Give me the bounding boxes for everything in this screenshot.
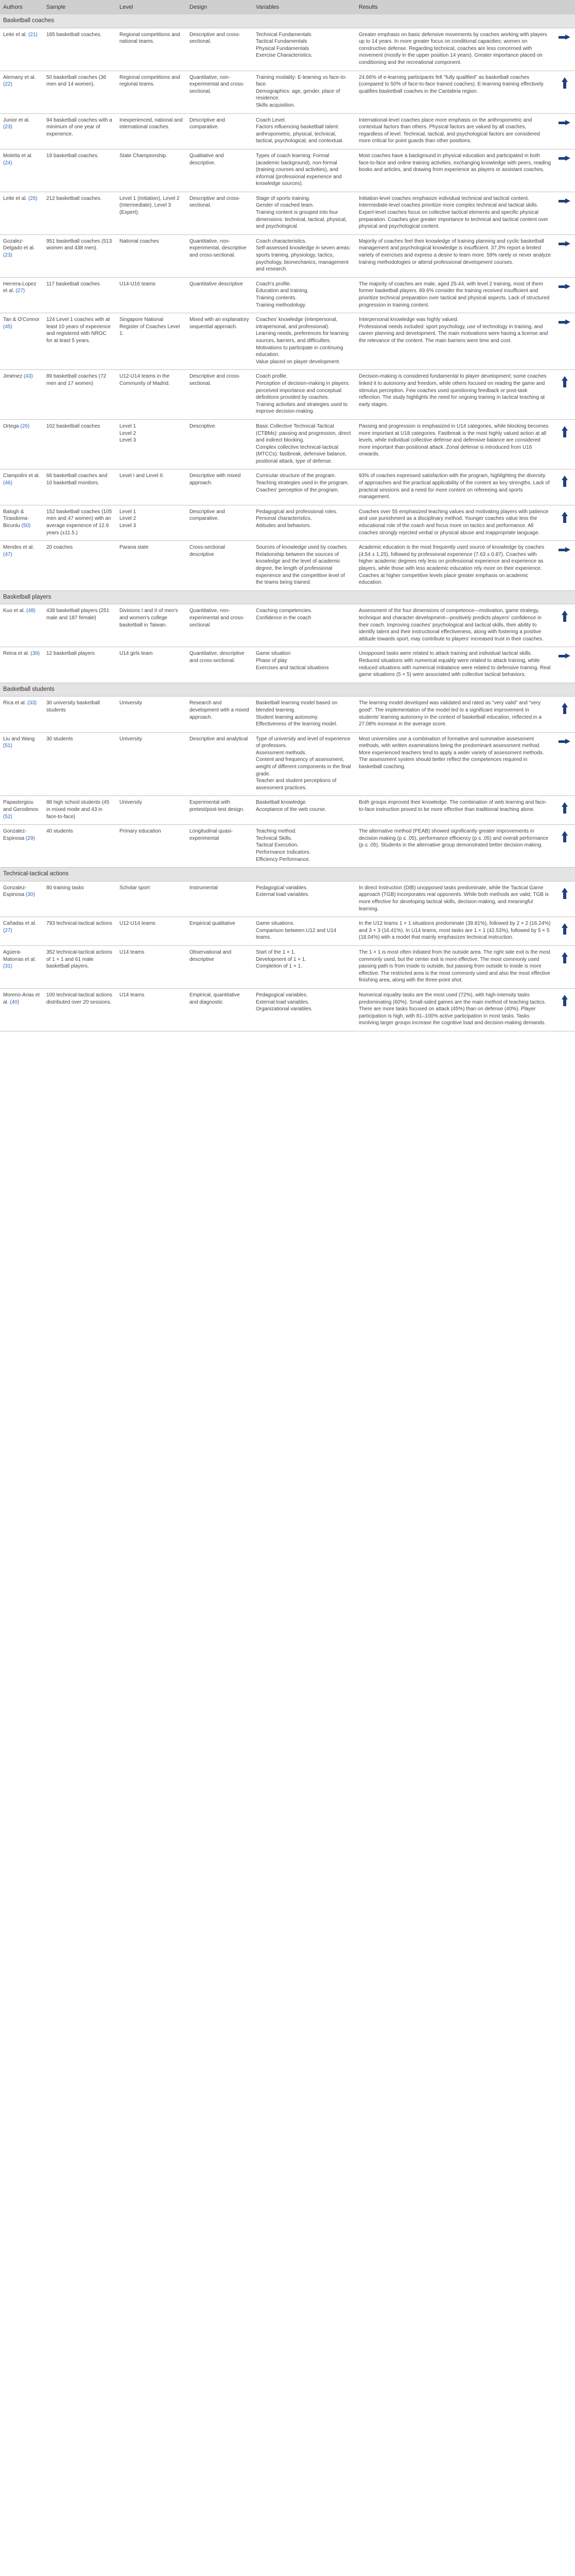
sample-cell: 102 basketball coaches [43,419,116,469]
design-cell: Descriptive and comparative. [186,113,253,149]
effect-cell [554,234,575,277]
table-row [0,825,575,868]
section-title: Basketball students [0,683,575,697]
table-row [0,541,575,591]
header-sample: Sample [43,0,116,14]
effect-cell [554,192,575,234]
author-name: Jiménez [3,374,23,380]
arrow-right-icon [559,241,571,247]
variables-cell: Game situation Phase of play Exercises and tactical situations [253,647,356,683]
author-name: Cañadas et al. [3,921,37,927]
results-cell: Both groups improved their knowledge. The combination of web learning and face-to-face instruction proved to be more effective than traditional teaching alone. [356,796,554,825]
variables-cell: Stage of sports training. Gender of coached team. Training content is grouped into four dimensions: technical, tactical, physical, and psychological. [253,192,356,234]
table-row [0,505,575,540]
variables-cell: Training modality: E-learning vs face-to-face. Demographics: age, gender, place of residence. Skills acquisition. [253,71,356,113]
section-title: Basketball coaches [0,14,575,28]
variables-cell: Basketball learning model based on blended learning. Student learning autonomy. Effectiveness of the learning model. [253,697,356,732]
results-cell: The learning model developed was validated and rated as "very valid" and "very good". The implementation of the model led to a significant improvement in students' learning autonomy in the context of basketball education, reflected in a 27.08% increase in the average score. [356,697,554,732]
arrow-up-icon [562,995,568,1006]
author-name: Gonzalez-Espinosa [3,828,27,841]
design-cell: Qualitative and descriptive. [186,149,253,192]
arrow-up-icon [562,888,568,899]
sample-cell: 30 students [43,732,116,796]
author-cell [0,917,43,946]
effect-cell [554,945,575,988]
author-cell [0,277,43,313]
sample-cell: 117 basketball coaches [43,277,116,313]
author-name: Herrera-Lopez et al. [3,281,37,294]
table-row [0,277,575,313]
effect-cell [554,541,575,591]
sample-cell: 66 basketball coaches and 10 basketball monitors. [43,469,116,505]
reference-link[interactable]: (24) [3,160,12,166]
table-row [0,988,575,1031]
reference-link[interactable]: (47) [3,551,12,557]
design-cell: Descriptive. [186,419,253,469]
header-variables: Variables [253,0,356,14]
arrow-up-icon [562,802,568,814]
table-row [0,732,575,796]
design-cell: Instrumental [186,881,253,917]
table-row [0,149,575,192]
design-cell: Descriptive and comparative. [186,505,253,540]
reference-link[interactable]: (39) [30,651,40,657]
author-cell [0,71,43,113]
arrow-right-icon [559,156,571,161]
arrow-right-icon [559,653,571,659]
variables-cell: Start of the 1 × 1. Development of 1 × 1. Completion of 1 × 1. [253,945,356,988]
level-cell: Regional competitions and regional teams. [116,71,186,113]
variables-cell: Teaching method. Technical Skills. Tactical Execution. Performance Indicators. Efficiency Performance. [253,825,356,868]
sample-cell: 12 basketball players [43,647,116,683]
results-cell: Unopposed tasks were related to attack training and individual tactical skills. Reduced situations with numerical equality were related to attack training, while reduced situations with numerical imbalance were related to defensive training. Real game situations (5 × 5) were associated with collective tactical behaviors. [356,647,554,683]
arrow-up-icon [562,512,568,523]
table-row [0,192,575,234]
sample-cell: 793 technical-tactical actions [43,917,116,946]
variables-cell: Game situations. Comparison between U12 and U14 teams. [253,917,356,946]
results-cell: Numerical equality tasks are the most used (72%), with high-intensity tasks predominating (60%). Small-sided games are the main method of teaching tactics. There are more tasks focused on attack (45%) than on defense (40%). Player participation is high, with 81–100% active participation in most tasks. Tasks involving larger groups increase the cognitive load and decision-making demands. [356,988,554,1031]
arrow-right-icon [559,547,571,553]
author-name: Junior et al. [3,117,30,123]
level-cell: Scholar sport [116,881,186,917]
reference-link[interactable]: (25) [28,195,38,201]
effect-cell [554,647,575,683]
results-cell: Coaches over 55 emphasized teaching values and motivating players with patience and use punishment as a disciplinary method. Younger coaches value less the educational role of the coach and focus more on tactics and performance. All coaches strongly rejected verbal or physical abuse and inappropriate language. [356,505,554,540]
sample-cell: 212 basketball coaches. [43,192,116,234]
table-row [0,71,575,113]
level-cell: U14 teams [116,945,186,988]
sample-cell: 152 basketball coaches (105 men and 47 women) with an average experience of 12.9 years (±11.5.) [43,505,116,540]
effect-cell [554,113,575,149]
results-cell: 93% of coaches expressed satisfaction with the program, highlighting the diversity of approaches and the practical applicability of the content as key strengths. Lack of practical sessions and a need for more content on refereeing and sports management. [356,469,554,505]
sample-cell: 185 basketball coaches. [43,28,116,71]
design-cell: Quantitative, descriptive and cross-sectional. [186,647,253,683]
table-row [0,313,575,370]
results-cell: In direct Instruction (DIB) unopposed tasks predominate, while the Tactical Game approach (TGB) incorporates real opponents. While both methods are valid, TGB is more effective for developing tactical skills, decision-making, and meaningful learning. [356,881,554,917]
arrow-right-icon [559,319,571,325]
section-title: Technical-tactical actions [0,868,575,882]
results-cell: Majority of coaches feel their knowledge of training planning and cyclic basketball management and psychological knowledge is insufficient. 37.3% report a limited variety of exercises and express a desire to learn more. 59% rarely or never analyze training methodologies or attend professional development courses. [356,234,554,277]
reference-link[interactable]: (22) [3,81,12,88]
results-cell: Most universities use a combination of formative and summative assessment methods, with written examinations being the predominant assessment method. More experienced teachers tend to apply a wider variety of assessment methods. The assessment system should better reflect the competences required in basketball coaching. [356,732,554,796]
variables-cell: Pedagogical variables. External load variables. [253,881,356,917]
author-cell [0,697,43,732]
level-cell: National coaches [116,234,186,277]
author-cell [0,469,43,505]
reference-link[interactable]: (29) [25,835,35,841]
author-name: Alemany et al. [3,74,36,80]
author-name: Gonzalez-Espinosa [3,885,27,898]
author-cell [0,28,43,71]
variables-cell: Basic Collective Technical-Tactical (CTBMs): passing and progression, direct and indirect blocking. Complex collective technical-tactical (MTCCs): fastbreak, defensive balance, positional attack, type of defense. [253,419,356,469]
sample-cell: 94 basketball coaches with a minimum of one year of experience. [43,113,116,149]
reference-link[interactable]: (50) [21,523,31,529]
author-name: Ciampolini et al. [3,473,40,479]
variables-cell: Coach Level. Factors influencing basketball talent: anthropometric, physical, technical, tactical, psychological, and contextual. [253,113,356,149]
results-cell: Academic education is the most frequently used source of knowledge by coaches (4.54 ± 1.25), followed by professional experience (7.63 ± 0.87). Coaches with higher academic degrees rely less on professional experience and experience as players, while those with less academic education rely more on their experience. Coaches at higher competitive levels place greater emphasis on academic education. [356,541,554,591]
variables-cell: Pedagogical and professional roles. Personal characteristics. Attitudes and behaviors. [253,505,356,540]
level-cell: Level 1 Level 2 Level 3 [116,419,186,469]
variables-cell: Type of university and level of experience of professors. Assessment methods. Content and frequency of assessment, weight of different components in the final grade. Teacher and student perceptions of assessment practices. [253,732,356,796]
level-cell: Regional competitions and national teams. [116,28,186,71]
results-cell: Most coaches have a background in physical education and participated in both face-to-face and online training activities, exchanging knowledge with peers, reading books and articles, and drawing from experience as players or assistant coaches. [356,149,554,192]
design-cell: Descriptive and cross-sectional. [186,370,253,420]
section-title: Basketball players [0,590,575,604]
sample-cell: 19 basketball coaches. [43,149,116,192]
effect-cell [554,697,575,732]
author-cell [0,234,43,277]
table-row [0,917,575,946]
table-row [0,796,575,825]
results-cell: Passing and progression is emphasized in U14 categories, while blocking becomes more important at U18 categories. Fastbreak is the most highly valued action at all levels, while individual collective defense and defensive balance are considered more important than positional attack. Zonal defense is introduced from U16 onwards. [356,419,554,469]
level-cell: University [116,732,186,796]
arrow-up-icon [562,476,568,487]
table-row [0,604,575,647]
level-cell: State Championship. [116,149,186,192]
reference-link[interactable]: (51) [3,743,12,749]
author-cell [0,647,43,683]
reference-link[interactable]: (43) [24,374,33,380]
arrow-up-icon [562,703,568,714]
level-cell: Parana state [116,541,186,591]
author-cell [0,732,43,796]
table-row [0,469,575,505]
author-cell [0,419,43,469]
variables-cell: Coach characteristics. Self-assessed knowledge in seven areas: sports training, physiology, tactics, psychology, biomechanics, management and research. [253,234,356,277]
effect-cell [554,28,575,71]
design-cell: Quantitative descriptive [186,277,253,313]
variables-cell: Curricular structure of the program. Teaching strategies used in the program. Coaches' perception of the program. [253,469,356,505]
design-cell: Quantitative, non-experimental and cross-sectional [186,604,253,647]
results-cell: The majority of coaches are male, aged 25-44, with level 2 training, most of them former basketball players. 89.6% consider the training received insufficient and prioritize technical preparation over tactical and physical aspects. Lack of structured progression in training content. [356,277,554,313]
sample-cell: 50 basketball coaches (36 men and 14 women). [43,71,116,113]
reference-link[interactable]: (23) [3,124,12,130]
variables-cell: Basketball knowledge. Acceptance of the web course. [253,796,356,825]
author-cell [0,825,43,868]
design-cell: Descriptive and cross-sectional. [186,28,253,71]
level-cell: Level 1 Level 2 Level 3 [116,505,186,540]
variables-cell: Coaches' knowledge (interpersonal, intrapersonal, and professional). Learning needs, preferences for learning sources, barriers, and difficulties. Motivations to participate in continuing education. Value placed on player development. [253,313,356,370]
table-row [0,234,575,277]
reference-link[interactable]: (40) [10,999,20,1005]
arrow-right-icon [559,284,571,290]
level-cell: Primary education [116,825,186,868]
level-cell: U12-U14 teams in the Community of Madrid. [116,370,186,420]
table-row [0,647,575,683]
reference-link[interactable]: (27) [15,288,25,294]
effect-cell [554,917,575,946]
results-cell: The alternative method (PEAB) showed significantly greater improvements in decision making (p ≤ .05), performance efficiency (p ≤ .05) and overall performance (p ≤ .05). Students in the alternative group demonstrated better decision-making. [356,825,554,868]
design-cell: Quantitative, non-experimental, descriptive and cross-sectional. [186,234,253,277]
header-authors: Authors [0,0,43,14]
results-cell: International-level coaches place more emphasis on the anthropometric and contextual factors than others. Physical factors are valued by all coaches, regardless of level. Technical, tactical, and psychological factors are considered more critical for point guards than other positions. [356,113,554,149]
sample-cell: 438 basketball players (251 male and 187 female) [43,604,116,647]
design-cell: Descriptive and analytical [186,732,253,796]
level-cell: Singapore National Register of Coaches Level 1. [116,313,186,370]
author-name: Gozalez-Delgado et al. [3,238,35,251]
author-cell [0,945,43,988]
design-cell: Empirical qualitative [186,917,253,946]
author-name: Leite et al. [3,195,27,201]
variables-cell: Coaching competencies. Confidence in the coach [253,604,356,647]
sample-cell: 124 Level 1 coaches with at least 10 years of experience and registered with NROC for at least 5 years. [43,313,116,370]
effect-cell [554,988,575,1031]
effect-cell [554,796,575,825]
results-cell: Assessment of the four dimensions of competence—motivation, game strategy, technique and character development—positively predicts players' confidence in their coach. Improving coaches' psychological and tactical skills, their ability to identify talent and their instructional effectiveness, along with fostering a positive attitude towards sport, may contribute to players' increased trust in their coaches. [356,604,554,647]
author-cell [0,313,43,370]
author-name: Liu and Wang [3,736,35,742]
effect-cell [554,881,575,917]
level-cell: Level I and Level II. [116,469,186,505]
table-row [0,113,575,149]
design-cell: Descriptive and cross-sectional. [186,192,253,234]
results-cell: In the U12 teams 1 × 1 situations predominate (39.81%), followed by 2 × 2 (16.24%) and 3 × 3 (16.41%). In U14 teams, most tasks are 1 × 1 (42.53%), followed by 5 × 5 (18.04%) with a model that mainly emphasizes technical instruction. [356,917,554,946]
results-cell: Initiation-level coaches emphasize individual technical and tactical content. Intermediate-level coaches prioritize more complex technical and tactical skills. Expert-level coaches focus on collective tactical elements and specific physical preparation. Coaches give greater importance to technical and tactical content over physical and psychological content. [356,192,554,234]
design-cell: Observational and descriptive [186,945,253,988]
arrow-right-icon [559,198,571,204]
design-cell: Longitudinal quasi-experimental [186,825,253,868]
level-cell: University [116,796,186,825]
level-cell: Level 1 (Initiation), Level 2 (Intermediate), Level 3 (Expert). [116,192,186,234]
level-cell: U14-U16 teams [116,277,186,313]
author-cell [0,988,43,1031]
effect-cell [554,370,575,420]
header-results: Results [356,0,554,14]
reference-link[interactable]: (52) [3,814,12,820]
reference-link[interactable]: (48) [26,608,36,614]
studies-table [0,0,575,1031]
variables-cell: Technical Fundamentals Tactical Fundamentals Physical Fundamentals Exercise Characteristics. [253,28,356,71]
author-name: Leite et al. [3,31,27,38]
reference-link[interactable]: (26) [20,423,30,429]
results-cell: The 1 × 1 is most often initiated from the outside area. The right side exit is the most commonly used, but the center exit is more effective. The most commonly used passing path is from inside to outside, but passing from outside to inside is more effective. The restricted area is the most commonly used and also the most effective finishing area, along with the three-point shot. [356,945,554,988]
sample-cell: 30 university basketball students [43,697,116,732]
author-cell [0,541,43,591]
reference-link[interactable]: (23) [3,252,12,259]
arrow-up-icon [562,77,568,89]
author-cell [0,604,43,647]
table-row [0,419,575,469]
author-name: Papastergiou and Gerodimos [3,800,39,813]
author-name: Ortega [3,423,19,429]
level-cell: U14 girls team [116,647,186,683]
header-effect: Effect [554,0,575,14]
variables-cell: Sources of knowledge used by coaches. Relationship between the sources of knowledge and the level of academic degree, the length of professional experience and the competitive level of the teams being trained. [253,541,356,591]
effect-cell [554,419,575,469]
author-name: Moletta et al. [3,152,33,159]
variables-cell: Coach profile. Perception of decision-making in players: perceived importance and conceptual definitions provided by coaches. Training activities and strategies used to improve decision-making. [253,370,356,420]
design-cell: Empirical, quantitative and diagnostic [186,988,253,1031]
table-row [0,697,575,732]
author-name: Kuo et al. [3,608,25,614]
table-body [0,14,575,1031]
author-name: Agüera-Matorras et al. [3,949,36,962]
level-cell: U12-U14 teams [116,917,186,946]
level-cell: Inexperienced, national and international coaches. [116,113,186,149]
sample-cell: 20 coaches [43,541,116,591]
section-header-row [0,14,575,28]
variables-cell: Coach's profile. Education and training. Training contents. Training methodology. [253,277,356,313]
variables-cell: Types of coach learning: Formal (academic background), non-formal (training courses and activities), and informal (professional experience and knowledge sources). [253,149,356,192]
author-name: Tan & O'Connor [3,317,40,323]
effect-cell [554,604,575,647]
effect-cell [554,469,575,505]
level-cell: Divisions I and II of men's and women's college basketball in Taiwan. [116,604,186,647]
sample-cell: 951 basketball coaches (513 women and 438 men). [43,234,116,277]
table-row [0,28,575,71]
author-name: Moreno-Arias et al. [3,992,40,1005]
author-name: Rica et al. [3,700,26,706]
reference-link[interactable]: (45) [3,324,12,330]
effect-cell [554,505,575,540]
section-header-row [0,683,575,697]
arrow-up-icon [562,923,568,935]
author-cell [0,113,43,149]
design-cell: Research and development with a mixed approach. [186,697,253,732]
author-name: Balogh & Tirasdoma-Bicunlu [3,509,29,529]
design-cell: Quantitative, non-experimental and cross-sectional. [186,71,253,113]
reference-link[interactable]: (21) [28,31,38,38]
arrow-right-icon [559,120,571,126]
author-cell [0,881,43,917]
level-cell: U14 teams [116,988,186,1031]
table-row [0,370,575,420]
effect-cell [554,732,575,796]
arrow-up-icon [562,831,568,842]
sample-cell: 40 students [43,825,116,868]
arrow-up-icon [562,426,568,437]
level-cell: University [116,697,186,732]
sample-cell: 89 basketball coaches (72 men and 17 women) [43,370,116,420]
effect-cell [554,71,575,113]
table-header [0,0,575,14]
effect-cell [554,277,575,313]
author-cell [0,192,43,234]
author-cell [0,149,43,192]
header-level: Level [116,0,186,14]
results-cell: 24.66% of e-learning participants felt "fully qualified" as basketball coaches (compared to 50% of face-to-face trained coaches). E-learning training effectively qualifies basketball coaches in the Cantabria region. [356,71,554,113]
sample-cell: 80 training tasks [43,881,116,917]
results-cell: Decision-making is considered fundamental to player development; some coaches linked it to autonomy and freedom, while others focused on reading the game and stimulus perception. Few coaches used questioning feedback or post-task reflection. The study highlights the need for ongoing training in tactical teaching at early stages. [356,370,554,420]
arrow-up-icon [562,611,568,622]
author-cell [0,796,43,825]
design-cell: Mixed with an explanatory sequential approach. [186,313,253,370]
author-cell [0,505,43,540]
section-header-row [0,590,575,604]
reference-link[interactable]: (27) [3,927,12,934]
sample-cell: 352 technical-tactical actions of 1 × 1 and 61 male basketball players. [43,945,116,988]
author-cell [0,370,43,420]
variables-cell: Pedagogical variables. External load variables. Organizational variables. [253,988,356,1031]
reference-link[interactable]: (33) [27,700,37,706]
arrow-up-icon [562,952,568,963]
reference-link[interactable]: (46) [3,480,12,486]
design-cell: Cross-sectional descriptive [186,541,253,591]
section-header-row [0,868,575,882]
arrow-right-icon [559,739,571,744]
reference-link[interactable]: (31) [3,963,12,970]
table-row [0,945,575,988]
results-cell: Interpersonal knowledge was highly valued. Professional needs included: sport psychology, use of technology in training, and career planning and development. The main motivations were having a license and the relevance of the content. The main barriers were time and cost. [356,313,554,370]
arrow-right-icon [559,35,571,40]
effect-cell [554,149,575,192]
design-cell: Experimental with pretest/post-test design. [186,796,253,825]
sample-cell: 100 technical-tactical actions distributed over 20 sessions. [43,988,116,1031]
header-design: Design [186,0,253,14]
sample-cell: 88 high school students (45 in mixed mode and 43 in face-to-face) [43,796,116,825]
effect-cell [554,825,575,868]
effect-cell [554,313,575,370]
design-cell: Descriptive with mixed approach. [186,469,253,505]
arrow-up-icon [562,376,568,387]
author-name: Reina et al. [3,651,29,657]
reference-link[interactable]: (30) [25,892,35,898]
table-row [0,881,575,917]
author-name: Mendes et al. [3,545,34,551]
results-cell: Greater emphasis on basic defensive movements by coaches working with players up to 14 years. In more greater focus on conditional capacities; women on constructive defense. Regarding technical, coaches are less concerned with movement (mostly in the upper position 14 years). Greater importance placed on conditioning and the recreational component. [356,28,554,71]
